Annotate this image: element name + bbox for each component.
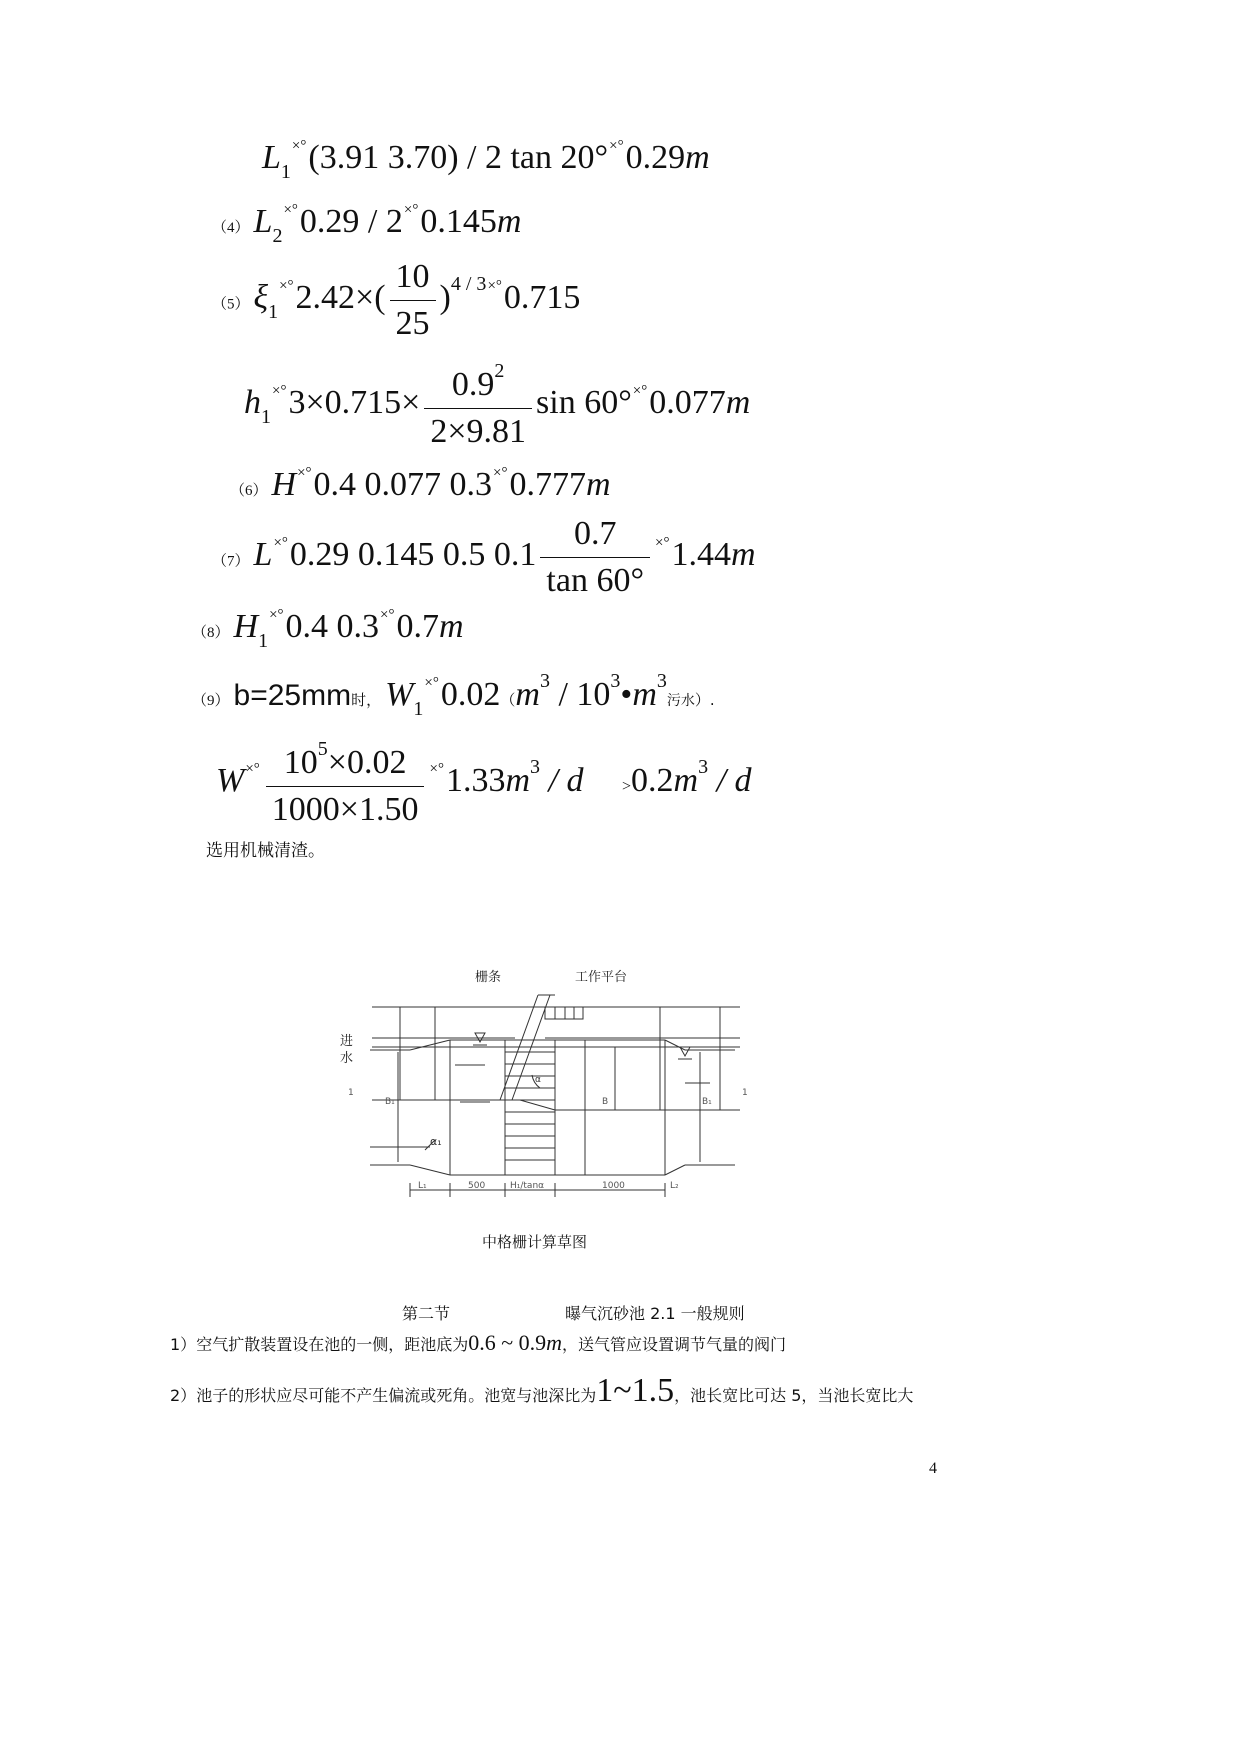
dim-500: 500: [468, 1181, 486, 1191]
equation-l1: $L_1^{\times^\circ}(3.91$ 3.70) / 2 tan 20°×°0.29m: [262, 138, 710, 183]
equation-6: （6） H×°0.4 0.077 0.3×°0.777m: [230, 465, 611, 503]
dim-l1: L₁: [418, 1181, 427, 1191]
page-number: 4: [929, 1460, 937, 1477]
equation-h1: $h_1^{\times^\circ}3\times 0.715\times$ $\frac{0.9^2}{2\times 9.81}$ sin 60°×°0.077m: [244, 360, 751, 450]
dim-1000: 1000: [602, 1181, 625, 1191]
rule-2: 2）池子的形状应尽可能不产生偏流或死角。池宽与池深比为1~1.5，池长宽比可达 5，当池长宽比大: [170, 1372, 914, 1409]
plan-view-diagram: [340, 1040, 780, 1200]
label-alpha1: α₁: [430, 1135, 442, 1148]
label-platform: 工作平台: [575, 970, 628, 985]
equation-7: （7） L×°0.29 0.145 0.5 0.1 $\frac{0.7}{\tan 60^\circ}$ ×°1.44m: [212, 515, 756, 599]
rule-1: 1）空气扩散装置设在池的一侧，距池底为0.6 ~ 0.9m，送气管应设置调节气量的阀门: [170, 1330, 787, 1355]
note-text: 选用机械清渣。: [206, 841, 325, 861]
equation-9: （9） b=25mm时， $W_1^{\times^\circ}0.02(m^3$ / $10^3•m^3$污水）.: [192, 670, 715, 720]
label-b1-right: B₁: [702, 1097, 712, 1107]
dim-h1tan: H₁/tanα: [510, 1181, 545, 1191]
equation-w: W×° $\frac{10^5\times 0.02}{1000\times 1.50}$ $^{\times^\circ}1.33m^3 / d >0.2m^3 / d$: [216, 738, 752, 828]
section-title: 第二节: [402, 1304, 451, 1323]
label-b: B: [602, 1097, 609, 1107]
equation-4: （4） $L_2^{\times^\circ}0.29 / 2^{\times^\circ}0.145m$: [212, 202, 522, 247]
equation-5: （5） $\xi_1^{\times^\circ}2.42\times$( $\frac{10}{25}$ )$^{4 / 3\times^\circ}$0.715: [212, 258, 581, 342]
section-subtitle: 曝气沉砂池 2.1 一般规则: [565, 1304, 745, 1323]
figure-caption: 中格栅计算草图: [482, 1233, 588, 1251]
section-mark-right: 1: [742, 1088, 748, 1098]
label-alpha: α: [535, 1075, 541, 1085]
label-inlet-1: 进: [340, 1034, 354, 1049]
label-bars: 栅条: [475, 970, 502, 985]
label-inlet-2: 水: [340, 1051, 354, 1066]
equation-8: （8） $H_1^{\times^\circ}0.4$ 0.3×°0.7m: [192, 607, 464, 652]
dim-l2: L₂: [670, 1181, 679, 1191]
label-b1-left: B₁: [385, 1097, 395, 1107]
section-mark-left: 1: [348, 1088, 354, 1098]
